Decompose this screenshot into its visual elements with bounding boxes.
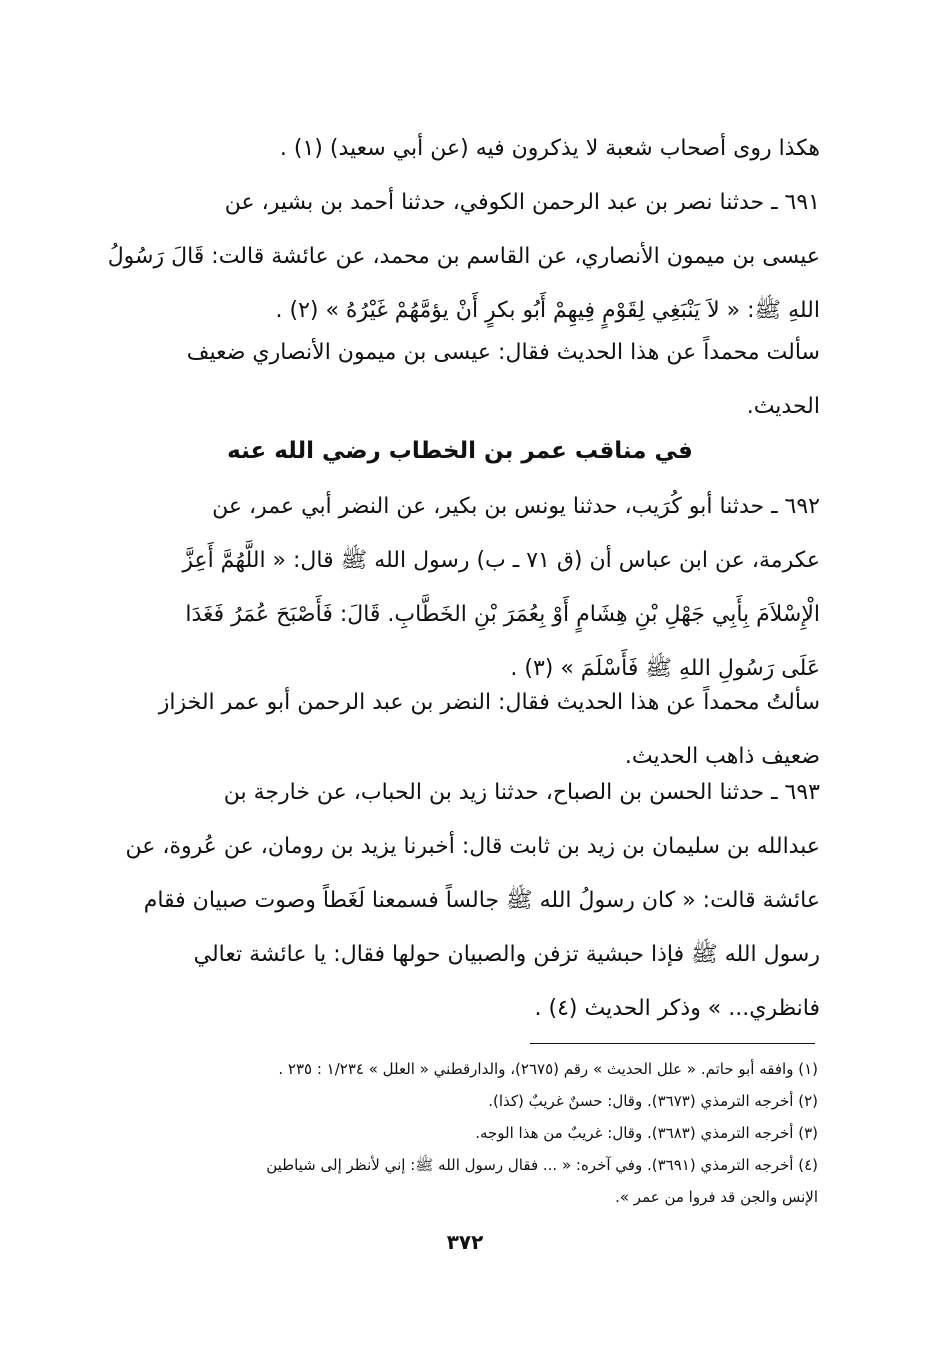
hadith-693-line-5: فانظري... » وذكر الحديث (٤) .	[534, 996, 820, 1021]
footnote-4-continuation: الإنس والجن قد فروا من عمر ».	[615, 1188, 818, 1206]
footnote-1: (١) وافقه أبو حاتم. « علل الحديث » رقم (٢٦٧٥)، والدارقطني « العلل » ١/٢٣٤ : ٢٣٥ .	[278, 1060, 818, 1078]
intro-paragraph	[100, 122, 820, 176]
hadith-691-paragraph	[100, 176, 820, 338]
hadith-693-line-3: عائشة قالت: « كان رسولُ الله ﷺ جالساً فسمعنا لَغَطاً وصوت صبيان فقام	[143, 888, 820, 913]
intro-line: هكذا روى أصحاب شعبة لا يذكرون فيه (عن أبي سعيد) (١) .	[279, 136, 820, 161]
hadith-691-line-2: عيسى بن ميمون الأنصاري، عن القاسم بن محمد، عن عائشة قالت: قَالَ رَسُولُ	[107, 244, 820, 269]
hadith-691-comment-line-2: الحديث.	[746, 394, 820, 419]
hadith-692-comment-line-1: سألتُ محمداً عن هذا الحديث فقال: النضر بن عبد الرحمن أبو عمر الخزاز	[158, 690, 820, 715]
section-heading: في مناقب عمر بن الخطاب رضي الله عنه	[227, 438, 693, 464]
hadith-692-line-1: ٦٩٢ ـ حدثنا أبو كُرَيب، حدثنا يونس بن بكير، عن النضر أبي عمر، عن	[212, 494, 820, 519]
hadith-691-line-3: اللهِ ﷺ: « لاَ يَنْبَغِي لِقَوْمٍ فِيهِمْ أَبُو بكرٍ أَنْ يؤمَّهُمْ غَيْرُهُ » (٢) .	[275, 298, 820, 323]
hadith-692-line-2: عكرمة، عن ابن عباس أن (ق ٧١ ـ ب) رسول الله ﷺ قال: « اللَّهُمَّ أَعِزَّ	[182, 548, 820, 573]
hadith-693-paragraph	[100, 766, 820, 1036]
hadith-692-line-4: عَلَى رَسُولِ اللهِ ﷺ فَأَسْلَمَ » (٣) .	[510, 656, 820, 681]
hadith-691-line-1: ٦٩١ ـ حدثنا نصر بن عبد الرحمن الكوفي، حدثنا أحمد بن بشير، عن	[224, 190, 820, 215]
hadith-691-comment-line-1: سألت محمداً عن هذا الحديث فقال: عيسى بن ميمون الأنصاري ضعيف	[186, 340, 820, 365]
page-number: ٣٧٢	[446, 1230, 484, 1254]
footnote-4: (٤) أخرجه الترمذي (٣٦٩١). وفي آخره: « ... فقال رسول الله ﷺ: إني لأنظر إلى شياطين	[266, 1156, 818, 1174]
hadith-693-line-2: عبدالله بن سليمان بن زيد بن ثابت قال: أخبرنا يزيد بن رومان، عن عُروة، عن	[125, 834, 820, 859]
footnote-divider	[530, 1043, 815, 1044]
hadith-692-line-3: الْإِسْلاَمَ بِأَبِي جَهْلِ بْنِ هِشَامٍ أَوْ بِعُمَرَ بْنِ الخَطَّابِ. قَالَ: فَأَصْبَحَ عُمَرُ فَغَدَا	[185, 602, 820, 627]
hadith-692-comment-line-2: ضعيف ذاهب الحديث.	[624, 744, 820, 769]
hadith-693-line-4: رسول الله ﷺ فإذا حبشية تزفن والصبيان حولها فقال: يا عائشة تعالي	[193, 942, 820, 967]
hadith-692-paragraph	[100, 480, 820, 696]
hadith-693-line-1: ٦٩٣ ـ حدثنا الحسن بن الصباح، حدثنا زيد بن الحباب، عن خارجة بن	[223, 780, 820, 805]
footnote-3: (٣) أخرجه الترمذي (٣٦٨٣). وقال: غريبٌ من هذا الوجه.	[475, 1124, 818, 1142]
hadith-691-commentary	[100, 326, 820, 434]
footnote-2: (٢) أخرجه الترمذي (٣٦٧٣). وقال: حسنٌ غريبٌ (كذا).	[488, 1092, 818, 1110]
footnotes-section	[130, 1053, 818, 1213]
